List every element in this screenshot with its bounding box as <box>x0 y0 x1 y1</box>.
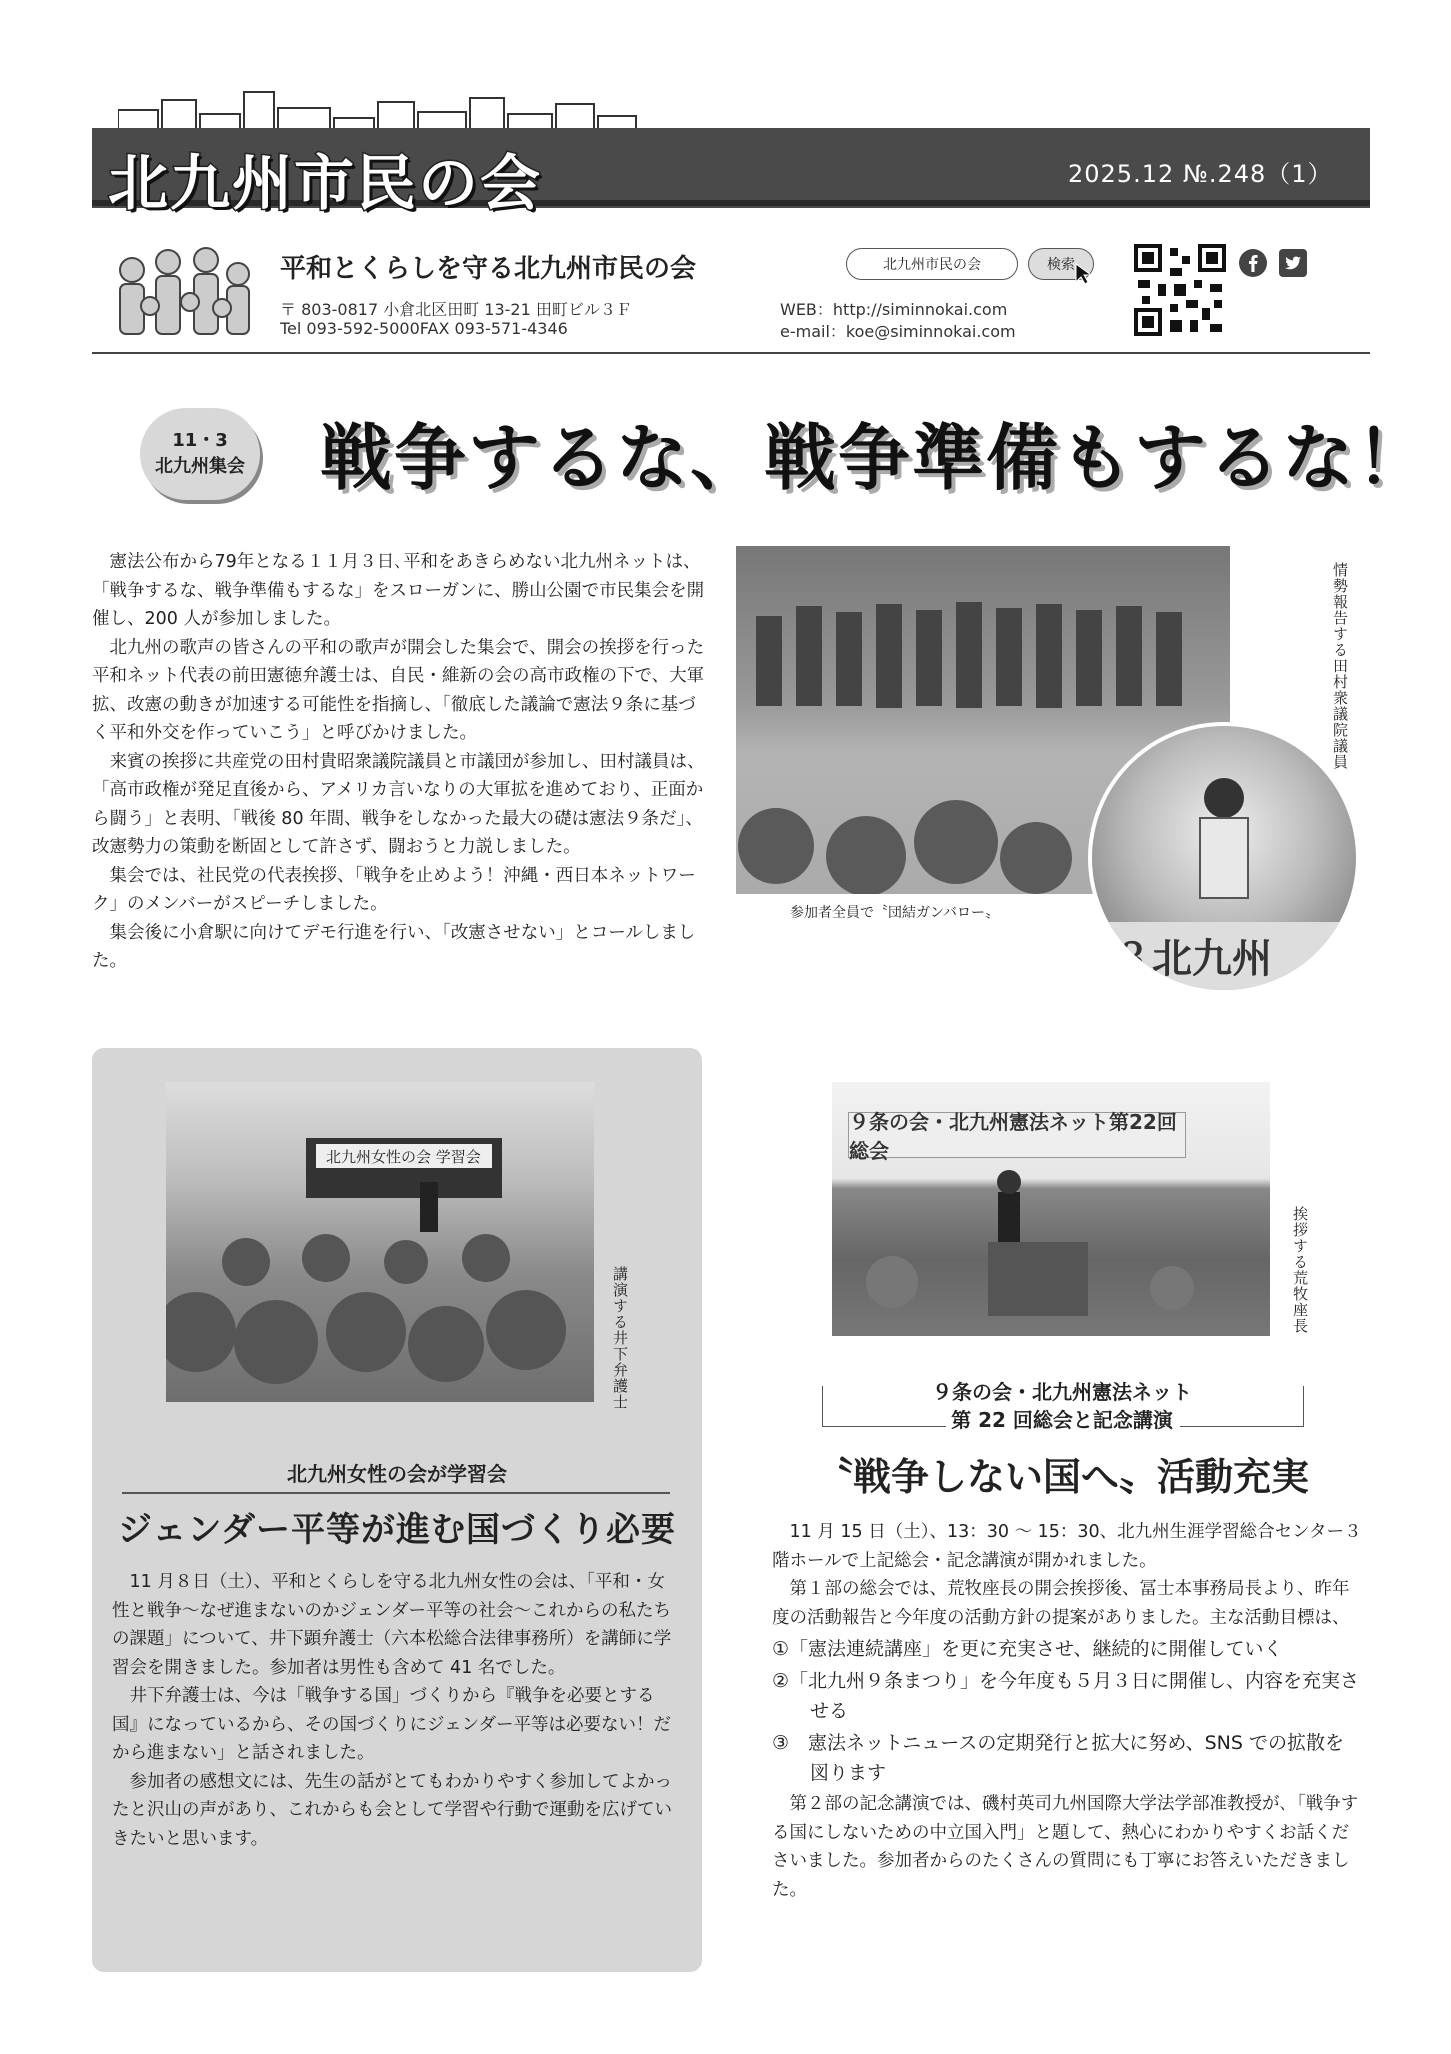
phone-fax: Tel 093-592-5000FAX 093-571-4346 <box>280 319 568 338</box>
event-date-badge <box>140 408 260 500</box>
paragraph: 11 月８日（土）、平和とくらしを守る北九州女性の会は、「平和・女性と戦争～なぜ進まないのかジェンダー平等の社会～これからの私たちの課題」について、井下顕弁護士（六本松総合法律事務所）を講師に学習会を開きました。参加者は男性も含めて 41 名でした。 <box>112 1572 672 1678</box>
issue-number: 2025.12 №.248（1） <box>1068 160 1333 188</box>
paragraph: 北九州の歌声の皆さんの平和の歌声が開会した集会で、開会の挨拶を行った平和ネット代表の前田憲徳弁護士は、自民・維新の会の高市政権の下で、大軍拡、改憲の動きが加速する可能性を指摘し、「徹底した議論で憲法９条に基づく平和外交を作っていこう」と呼びかけました。 <box>92 637 705 743</box>
masthead-rule <box>92 352 1370 354</box>
activity-goal: ③ 憲法ネットニュースの定期発行と拡大に努め、SNS での拡散を図ります <box>772 1732 1344 1784</box>
activity-goal: ②「北九州９条まつり」を今年度も５月３日に開催し、内容を充実させる <box>772 1670 1360 1722</box>
tamura-speech-photo <box>1088 722 1360 994</box>
study-photo-caption: 講演する井下弁護士 <box>611 1266 629 1410</box>
badge-event: 北九州集会 <box>155 456 245 477</box>
meeting-kicker-line2: 第 22 回総会と記念講演 <box>951 1408 1173 1432</box>
badge-date: 11・3 <box>172 430 228 451</box>
study-photo-scene <box>166 1082 594 1402</box>
study-session-photo <box>166 1082 594 1402</box>
facebook-icon[interactable] <box>1238 248 1268 278</box>
activity-goal: ①「憲法連続講座」を更に充実させ、継続的に開催していく <box>772 1638 1283 1660</box>
study-banner-text: 北九州女性の会 学習会 <box>326 1148 481 1166</box>
paper-title: 北九州市民の会 <box>108 149 542 219</box>
meeting-title: 〝戦争しない国へ〟活動充実 <box>814 1454 1309 1499</box>
organization-subtitle: 平和とくらしを守る北九州市民の会 <box>280 254 697 284</box>
study-rule <box>122 1492 670 1494</box>
rally-photo-caption: 参加者全員で〝団結ガンバロー〟 <box>790 905 1000 921</box>
speaker-figure <box>1092 726 1356 990</box>
paragraph: 集会後に小倉駅に向けてデモ行進を行い、「改憲させない」とコールしました。 <box>92 922 696 971</box>
email-address: e-mail：koe@siminnokai.com <box>780 322 1016 341</box>
postal-address: 〒 803-0817 小倉北区田町 13-21 田町ビル３Ｆ <box>280 300 632 319</box>
paragraph: 憲法公布から79年となる１１月３日､平和をあきらめない北九州ネットは、「戦争するな、戦争準備もするな」をスローガンに、勝山公園で市民集会を開催し、200 人が参加しました。 <box>92 552 705 629</box>
meeting-article-body <box>772 1518 1362 1904</box>
main-article-body <box>92 548 706 976</box>
meeting-kicker-line1: ９条の会・北九州憲法ネット <box>932 1380 1192 1404</box>
qr-code <box>1134 244 1226 336</box>
paragraph: 来賓の挨拶に共産党の田村貴昭衆議院議員と市議団が参加し、田村議員は、「高市政権が発足直後から、アメリカ言いなりの大軍拡を進めており、正面から闘う」と表明、「戦後 80 年間、戦争をしなかった最大の礎は憲法９条だ」、改憲勢力の策動を断固として許さず、闘おうと力説しました。 <box>92 751 705 857</box>
search-button: 検索 <box>1028 248 1094 280</box>
meeting-banner: ９条の会・北九州憲法ネット第22回総会 <box>848 1112 1186 1158</box>
main-headline: 戦争するな、戦争準備もするな！ <box>320 416 1431 500</box>
paragraph: 集会では、社民党の代表挨拶、「戦争を止めよう！沖縄・西日本ネットワーク」のメンバーがスピーチしました。 <box>92 865 696 914</box>
website-url: WEB：http://siminnokai.com <box>780 300 1008 319</box>
family-illustration <box>110 240 260 348</box>
study-kicker: 北九州女性の会が学習会 <box>287 1462 507 1486</box>
circle-banner-text: ３北九州 <box>1112 936 1272 982</box>
tamura-photo-caption: 情勢報告する田村衆議院議員 <box>1331 562 1349 770</box>
paragraph: 井下弁護士は、今は「戦争する国」づくりから『戦争を必要とする国』になっているから、その国づくりにジェンダー平等は必要ない！だから進まない」と話されました。 <box>112 1686 671 1763</box>
study-title: ジェンダー平等が進む国づくり必要 <box>118 1510 676 1550</box>
paragraph: 第２部の記念講演では、磯村英司九州国際大学法学部准教授が､「戦争する国にしないための中立国入門」と題して、熱心にわかりやすくお話くださいました。参加者からのたくさんの質問にも丁寧にお答えいただきました。 <box>772 1794 1359 1900</box>
meeting-photo-caption: 挨拶する荒牧座長 <box>1291 1206 1309 1334</box>
mouse-cursor-icon <box>1074 262 1094 286</box>
twitter-icon[interactable] <box>1278 248 1308 278</box>
search-keyword-box: 北九州市民の会 <box>846 248 1018 280</box>
paragraph: 第１部の総会では、荒牧座長の開会挨拶後、冨士本事務局長より、昨年度の活動報告と今年度の活動方針の提案がありました。主な活動目標は、 <box>772 1579 1350 1628</box>
paragraph: 11 月 15 日（土）、13：30 ～ 15：30、北九州生涯学習総合センター３階ホールで上記総会・記念講演が開かれました。 <box>772 1522 1362 1571</box>
study-article-body <box>112 1568 678 1853</box>
paragraph: 参加者の感想文には、先生の話がとてもわかりやすく参加してよかったと沢山の声があり、これからも会として学習や行動で運動を広げていきたいと思います。 <box>112 1771 672 1849</box>
